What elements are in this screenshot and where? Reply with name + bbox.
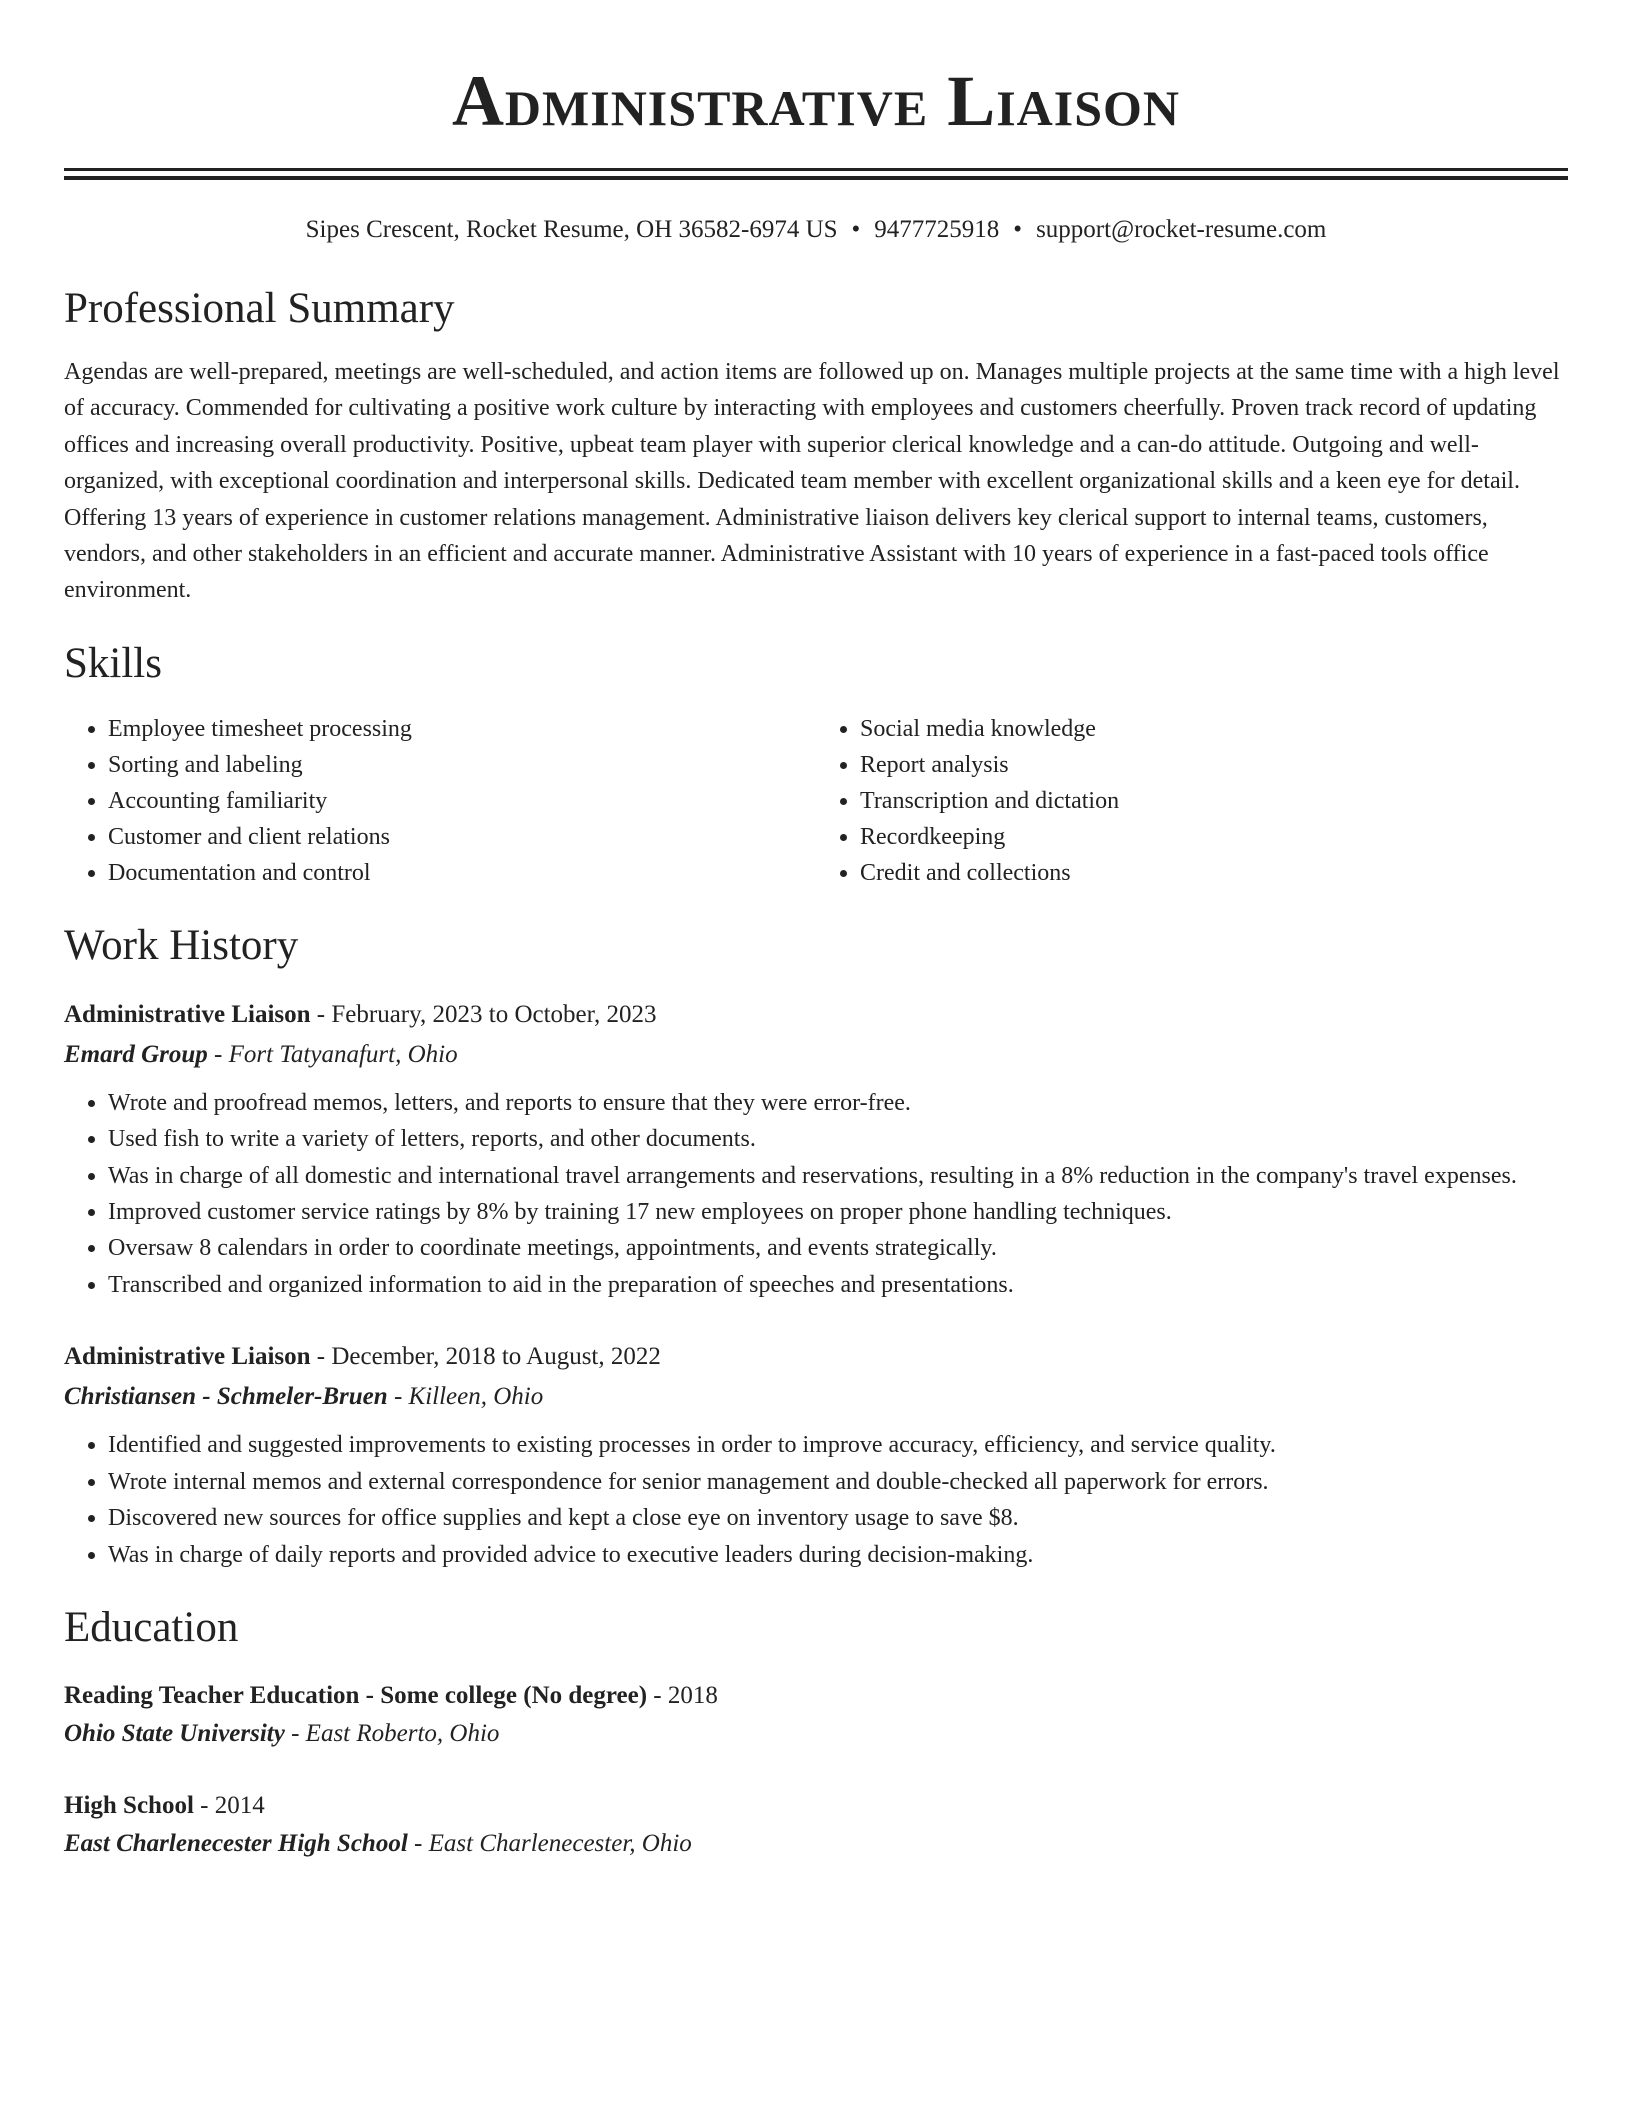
job-location: - Fort Tatyanafurt, Ohio (207, 1040, 458, 1068)
skills-column-right (816, 711, 1568, 891)
skill-item: • Employee timesheet processing (108, 711, 816, 747)
job-entry (64, 995, 1568, 1303)
skill-item: • Recordkeeping (860, 819, 1568, 855)
skill-item: • Transcription and dictation (860, 783, 1568, 819)
job-title-line (64, 1337, 1568, 1377)
education-degree-line (64, 1677, 1568, 1715)
summary-text: Agendas are well-prepared, meetings are well-scheduled, and action items are followed up on. Manages multiple projects at the same time with a high level of accuracy. Commended for cultivating a positive work culture by interacting with employees and customers cheerfully. Proven track record of updating offices and increasing overall productivity. Positive, upbeat team player with superior clerical knowledge and a can-do attitude. Outgoing and well-organized, with exceptional coordination and interpersonal skills. Dedicated team member with excellent organizational skills and a keen eye for detail. Offering 13 years of experience in customer relations management. Administrative liaison delivers key clerical support to internal teams, customers, vendors, and other stakeholders in an efficient and accurate manner. Administrative Assistant with 10 years of experience in a fast-paced tools office environment. (64, 359, 1560, 604)
education-year: - 2014 (193, 1791, 265, 1819)
education-degree-line (64, 1787, 1568, 1825)
job-bullet: • Discovered new sources for office supplies and kept a close eye on inventory usage to save $8. (108, 1500, 1568, 1536)
job-bullets (64, 1427, 1568, 1573)
contact-separator: • (851, 216, 861, 243)
job-bullet: • Was in charge of daily reports and provided advice to executive leaders during decision-making. (108, 1537, 1568, 1573)
education-location: - East Roberto, Ohio (284, 1719, 500, 1747)
contact-email: support@rocket-resume.com (1036, 216, 1327, 243)
job-company-line (64, 1035, 1568, 1075)
job-title-line (64, 995, 1568, 1035)
skills-list (64, 711, 1568, 891)
job-bullet: • Was in charge of all domestic and international travel arrangements and reservations, resulting in a 8% reduction in the company's travel expenses. (108, 1158, 1568, 1194)
skill-item: • Credit and collections (860, 855, 1568, 891)
skill-item: • Sorting and labeling (108, 747, 816, 783)
job-bullet: • Wrote internal memos and external correspondence for senior management and double-checked all paperwork for errors. (108, 1464, 1568, 1500)
contact-address: Sipes Crescent, Rocket Resume, OH 36582-6974 US (305, 216, 838, 243)
education-degree: Reading Teacher Education - Some college (No degree) (64, 1681, 648, 1709)
skill-item: • Customer and client relations (108, 819, 816, 855)
job-title: Administrative Liaison (64, 1000, 311, 1028)
education-year: - 2018 (647, 1681, 718, 1709)
job-location: - Killeen, Ohio (387, 1383, 544, 1411)
education-degree: High School (64, 1791, 194, 1819)
skill-item: • Social media knowledge (860, 711, 1568, 747)
job-company: Christiansen - Schmeler-Bruen (64, 1383, 388, 1411)
job-bullet: • Oversaw 8 calendars in order to coordinate meetings, appointments, and events strategically. (108, 1230, 1568, 1266)
education-school-line (64, 1825, 1568, 1863)
job-bullet: • Improved customer service ratings by 8% by training 17 new employees on proper phone handling techniques. (108, 1194, 1568, 1230)
job-title: Administrative Liaison (64, 1343, 311, 1371)
contact-line (64, 214, 1568, 246)
skills-heading: Skills (64, 639, 162, 687)
job-entry (64, 1337, 1568, 1573)
education-heading: Education (64, 1603, 239, 1651)
job-bullet: • Identified and suggested improvements to existing processes in order to improve accuracy, efficiency, and service quality. (108, 1427, 1568, 1463)
job-bullet: • Wrote and proofread memos, letters, and reports to ensure that they were error-free. (108, 1085, 1568, 1121)
job-company-line (64, 1377, 1568, 1417)
education-entry (64, 1677, 1568, 1753)
header-divider-top (64, 168, 1568, 176)
skill-item: • Report analysis (860, 747, 1568, 783)
skill-item: • Documentation and control (108, 855, 816, 891)
skill-item: • Accounting familiarity (108, 783, 816, 819)
job-company: Emard Group (64, 1040, 208, 1068)
job-dates: - December, 2018 to August, 2022 (310, 1343, 661, 1371)
education-location: - East Charlenecester, Ohio (407, 1829, 692, 1857)
education-entry (64, 1787, 1568, 1863)
skills-column-left (64, 711, 816, 891)
contact-phone: 9477725918 (874, 216, 1000, 243)
education-school-line (64, 1715, 1568, 1753)
job-bullet: • Transcribed and organized information to aid in the preparation of speeches and presentations. (108, 1267, 1568, 1303)
education-school: Ohio State University (64, 1719, 285, 1747)
job-bullet: • Used fish to write a variety of letters, reports, and other documents. (108, 1121, 1568, 1157)
education-school: East Charlenecester High School (64, 1829, 408, 1857)
contact-separator: • (1013, 216, 1023, 243)
job-bullets (64, 1085, 1568, 1303)
summary-heading: Professional Summary (64, 285, 455, 332)
candidate-name: Administrative Liaison (451, 61, 1181, 141)
work-history-heading: Work History (64, 921, 299, 969)
job-dates: - February, 2023 to October, 2023 (310, 1000, 657, 1028)
header-divider-bottom (64, 176, 1568, 180)
